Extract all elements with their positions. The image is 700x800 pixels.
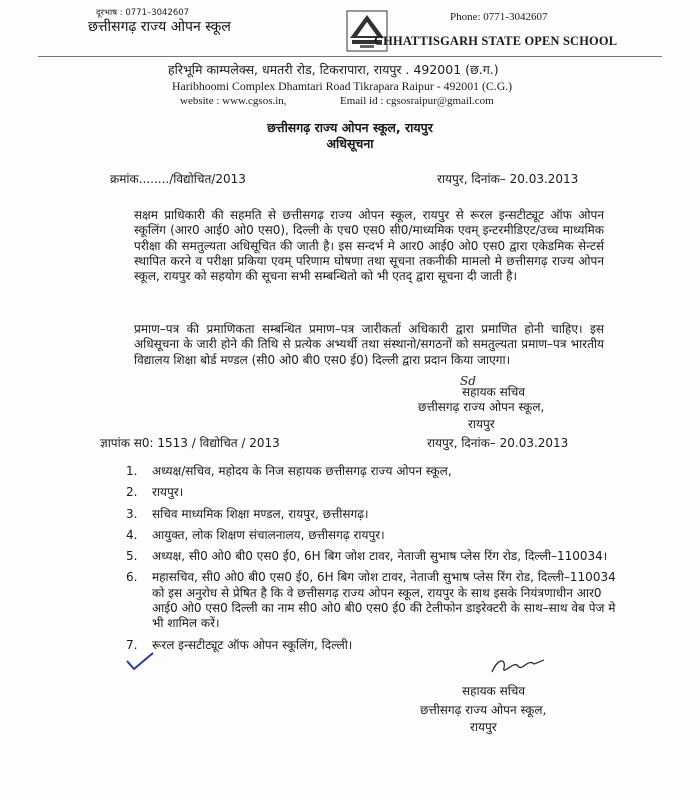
signature-2-city: रायपुर [470, 720, 497, 734]
endorsement-number: ज्ञापांक स0: 1513 / विद्योचित / 2013 [100, 436, 280, 450]
phone-english: Phone: 0771-3042607 [450, 11, 548, 23]
list-item: 4. आयुक्त, लोक शिक्षण संचालनालय, छत्तीसगढ़ रायपुर। [126, 527, 385, 542]
signature-1-designation: सहायक सचिव [462, 385, 526, 399]
reference-number: क्रमांक......../विद्योचित/2013 [110, 172, 246, 186]
signature-2-designation: सहायक सचिव [462, 684, 526, 698]
list-item: 7. रूरल इन्सटीट्यूट ऑफ ओपन स्कूलिंग, दिल्ली। [126, 637, 353, 652]
distribution-list [126, 464, 616, 659]
list-item: 5. अध्यक्ष, सी0 ओ0 बी0 एस0 ई0, 6H बिग जोश टावर, नेताजी सुभाष प्लेस रिंग रोड, दिल्ली–110034। [126, 549, 608, 564]
phone-hindi: दूरभाष : 0771–3042607 [96, 8, 190, 18]
reference-date: रायपुर, दिनांक– 20.03.2013 [437, 172, 579, 186]
org-name-english: CHHATTISGARH STATE OPEN SCHOOL [374, 34, 618, 48]
signature-1-city: रायपुर [468, 417, 495, 431]
list-item: 3. सचिव माध्यमिक शिक्षा मण्डल, रायपुर, छत्तीसगढ़। [126, 506, 369, 521]
tick-mark-icon [126, 652, 154, 672]
list-item: 6. महासचिव, सी0 ओ0 बी0 एस0 ई0, 6H बिग जोश टावर, नेताजी सुभाष प्लेस रिंग रोड, दिल्ली–110034 को इस अनुरोध से प्रेषित है कि वे छत्तीसगढ़ राज्य ओपन स्कूल, रायपुर के साथ इसके नियंत्रणाधीन आर0 आई0 ओ0 एस0 दिल्ली का नाम सी0 ओ0 बी0 एस0 ई0 की टेलीफोन डाइरेक्टरी के साथ–साथ वेब पेज मे भी शामिल करें। [126, 570, 616, 631]
org-name-hindi: छत्तीसगढ़ राज्य ओपन स्कूल [88, 19, 231, 35]
notice-heading: छत्तीसगढ़ राज्य ओपन स्कूल, रायपुर [267, 120, 433, 135]
body-paragraph-2: प्रमाण–पत्र की प्रमाणिकता सम्बन्धित प्रमाण–पत्र जारीकर्ता अधिकारी द्वारा प्रमाणित होनी चाहिए। इस अधिसूचना के जारी होने की तिथि से प्रत्येक अभ्यर्थी तथा संस्थानो/सगठनों को समतुल्यता प्रमाण–पत्र भारतीय विद्यालय शिक्षा बोर्ड मण्डल (सी0 ओ0 बी0 एस0 ई0) दिल्ली द्वारा प्रदान किया जाएगा। [134, 322, 604, 367]
notice-title: अधिसूचना [326, 136, 374, 151]
svg-text:Sd: Sd [460, 374, 476, 387]
address-hindi: हरिभूमि काम्पलेक्स, धमतरी रोड, टिकरापारा, रायपुर . 492001 (छ.ग.) [168, 62, 499, 77]
address-english: Haribhoomi Complex Dhamtari Road Tikrapara Raipur - 492001 (C.G.) [172, 79, 513, 93]
list-item: 2. रायपुर। [126, 485, 184, 500]
endorsement-date: रायपुर, दिनांक– 20.03.2013 [427, 436, 569, 450]
website: website : www.cgsos.in, [180, 95, 287, 107]
body-paragraph-1: सक्षम प्राधिकारी की सहमति से छत्तीसगढ़ राज्य ओपन स्कूल, रायपुर से रूरल इन्सटीट्यूट ऑफ ओपन स्कूलिंग (आर0 आई0 ओ0 एस0), दिल्ली के एच0 एस0 सी0/माध्यमिक एवम् इन्टरमीडिएट/उच्च माध्यमिक परीक्षा की समतुल्यता अधिसूचित की जाती है। इस सन्दर्भ मे आर0 आई0 ओ0 एस0 द्वारा एकेडमिक सेन्टर्स स्थापित करने व परीक्षा प्रकिया एवम् परिणाम घोषणा तथा सूचना तकनीकी मामलो मे छत्तीसगढ़ राज्य ओपन स्कूल, रायपुर को सहयोग की सूचना सभी सम्बन्धितो को भी एतद् द्वारा सूचना दी जाती है। [134, 208, 604, 284]
signature-handwritten [488, 652, 548, 678]
list-item: 1. अध्यक्ष/सचिव, महोदय के निज सहायक छत्तीसगढ़ राज्य ओपन स्कूल, [126, 464, 452, 478]
signature-2-organization: छत्तीसगढ़ राज्य ओपन स्कूल, [420, 703, 547, 717]
email: Email id : cgsosraipur@gmail.com [340, 95, 494, 107]
signature-1-organization: छत्तीसगढ़ राज्य ओपन स्कूल, [418, 400, 545, 414]
letterhead-divider [38, 56, 662, 57]
